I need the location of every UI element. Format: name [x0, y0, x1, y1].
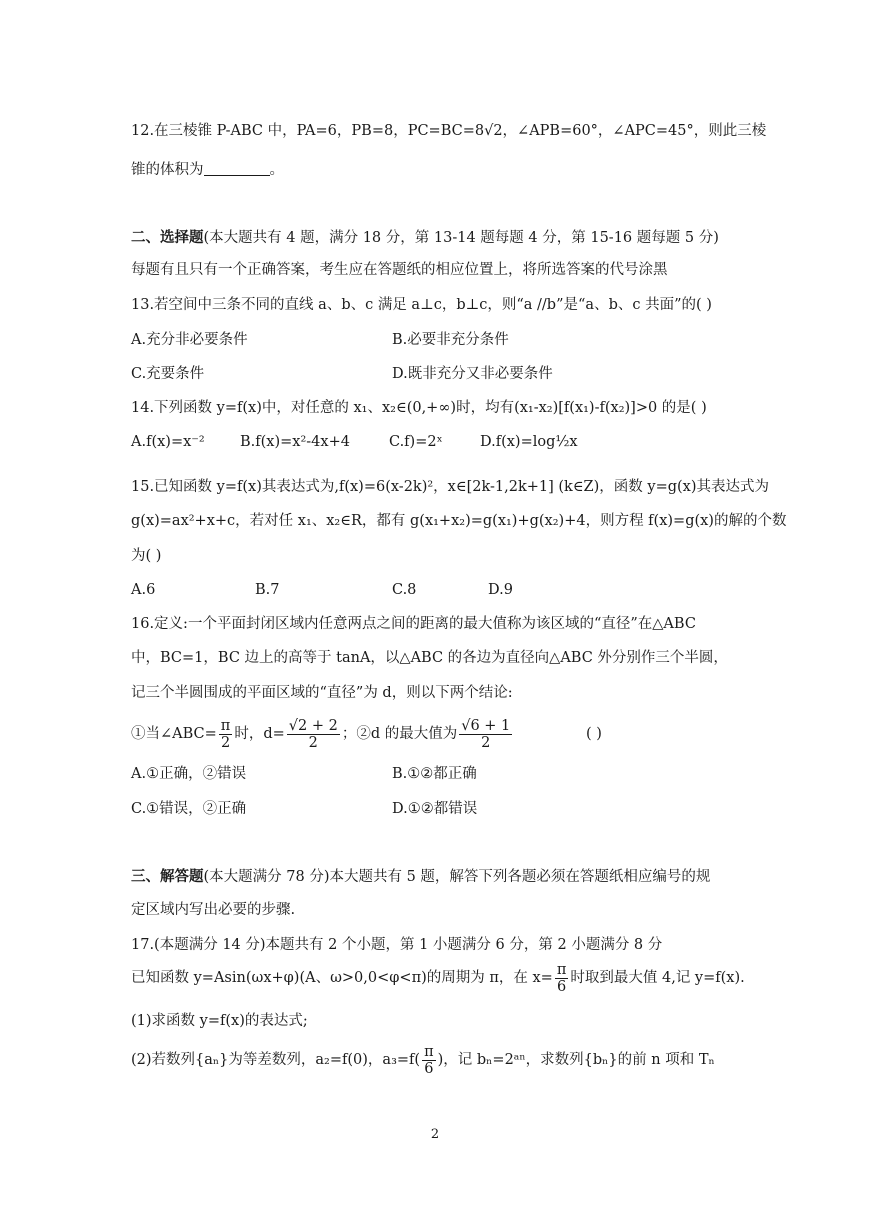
q16-c2-frac: [459, 718, 512, 751]
q16-c1-d-num: √2 + 2: [288, 717, 338, 734]
section2-title: 二、选择题: [131, 229, 204, 246]
q15-option-c: C.8: [392, 582, 417, 598]
q14-option-c: C.f)=2ˣ: [389, 434, 443, 450]
q17-stem-post: 时取到最大值 4,记 y=f(x).: [570, 970, 745, 986]
section2-instruction: 每题有且只有一个正确答案，考生应在答题纸的相应位置上，将所选答案的代号涂黑: [131, 262, 668, 278]
section2-heading: [131, 228, 719, 248]
q16-c2-prefix: ；②d 的最大值为: [341, 726, 458, 742]
q16-c2-den: 2: [481, 734, 491, 751]
q17-stem: [131, 960, 745, 996]
q17-part1: (1)求函数 y=f(x)的表达式;: [131, 1013, 308, 1029]
section3-title: 三、解答题: [131, 868, 204, 885]
section3-heading: [131, 867, 710, 887]
q12-prefix: 锥的体积为: [131, 162, 204, 178]
q16-c1-d-den: 2: [308, 734, 318, 751]
answer-blank: [204, 161, 270, 176]
q16-c1-angle-den: 2: [220, 734, 231, 751]
q16-c1-prefix: ①当∠ABC=: [131, 726, 217, 742]
page-number: 2: [430, 1127, 440, 1142]
q13-option-a: A.充分非必要条件: [131, 332, 248, 348]
q16-line2: 中，BC=1，BC 边上的高等于 tanA，以△ABC 的各边为直径向△ABC 外分别作三个半圆，: [131, 650, 728, 666]
q16-c1-angle-num: π: [220, 717, 231, 734]
q16-c2-num: √6 + 1: [461, 717, 511, 734]
q17-part2: [131, 1042, 715, 1078]
q17-p2-post: )，记 bₙ=2ᵃⁿ，求数列{bₙ}的前 n 项和 Tₙ: [437, 1052, 715, 1068]
q17-p2-num: π: [424, 1043, 434, 1060]
q17-p2-frac: [422, 1044, 436, 1077]
q17-stem-den: 6: [556, 978, 567, 995]
q16-c1-mid: 时，d=: [234, 726, 285, 742]
q12-line1: 12.在三棱锥 P-ABC 中，PA=6，PB=8，PC=BC=8√2，∠APB=60°，∠APC=45°，则此三棱: [131, 123, 767, 139]
q15-option-d: D.9: [488, 582, 513, 598]
q16-option-b: B.①②都正确: [392, 766, 477, 782]
q12-suffix: 。: [269, 162, 284, 178]
q14-option-b: B.f(x)=x²-4x+4: [240, 434, 350, 450]
q16-answer-paren: ( ): [586, 726, 602, 742]
q14-option-a: A.f(x)=x⁻²: [131, 434, 205, 450]
q12-line2: [131, 160, 284, 180]
q15-option-b: B.7: [255, 582, 280, 598]
q14-stem: 14.下列函数 y=f(x)中，对任意的 x₁、x₂∈(0,+∞)时，均有(x₁-x₂)[f(x₁)-f(x₂)]>0 的是( ): [131, 400, 707, 416]
q13-option-c: C.充要条件: [131, 366, 205, 382]
q16-option-c: C.①错误，②正确: [131, 801, 247, 817]
q16-option-d: D.①②都错误: [392, 801, 478, 817]
q16-line1: 16.定义:一个平面封闭区域内任意两点之间的距离的最大值称为该区域的“直径”在△ABC: [131, 616, 696, 632]
q13-option-d: D.既非充分又非必要条件: [392, 366, 553, 382]
q17-stem-pre: 已知函数 y=Asin(ωx+φ)(A、ω>0,0<φ<π)的周期为 π，在 x=: [131, 970, 553, 986]
section3-desc: (本大题满分 78 分)本大题共有 5 题，解答下列各题必须在答题纸相应编号的规: [203, 869, 711, 885]
q16-conclusions: [131, 716, 514, 752]
q17-p2-den: 6: [424, 1060, 434, 1077]
section2-desc: (本大题共有 4 题，满分 18 分，第 13-14 题每题 4 分，第 15-16 题每题 5 分): [203, 230, 719, 246]
q15-option-a: A.6: [131, 582, 156, 598]
q16-option-a: A.①正确，②错误: [131, 766, 247, 782]
q17-p2-pre: (2)若数列{aₙ}为等差数列，a₂=f(0)，a₃=f(: [131, 1052, 421, 1068]
section3-line2: 定区域内写出必要的步骤.: [131, 902, 296, 918]
q14-option-d: D.f(x)=log½x: [480, 434, 578, 450]
q17-stem-num: π: [556, 961, 567, 978]
q17-stem-frac: [555, 962, 569, 995]
q13-option-b: B.必要非充分条件: [392, 332, 509, 348]
q16-c1-d-frac: [287, 718, 340, 751]
q17-intro: 17.(本题满分 14 分)本题共有 2 个小题，第 1 小题满分 6 分，第 2 小题满分 8 分: [131, 937, 663, 953]
q16-c1-angle-frac: [219, 718, 233, 751]
q15-line2: g(x)=ax²+x+c，若对任 x₁、x₂∈R，都有 g(x₁+x₂)=g(x₁)+g(x₂)+4，则方程 f(x)=g(x)的解的个数: [131, 513, 787, 529]
q15-line1: 15.已知函数 y=f(x)其表达式为,f(x)=6(x-2k)²，x∈[2k-1,2k+1] (k∈Z)，函数 y=g(x)其表达式为: [131, 479, 770, 495]
q16-line3: 记三个半圆围成的平面区域的“直径”为 d，则以下两个结论:: [131, 685, 513, 701]
q13-stem: 13.若空间中三条不同的直线 a、b、c 满足 a⊥c，b⊥c，则“a //b”是“a、b、c 共面”的( ): [131, 297, 712, 313]
q15-line3: 为( ): [131, 548, 162, 564]
